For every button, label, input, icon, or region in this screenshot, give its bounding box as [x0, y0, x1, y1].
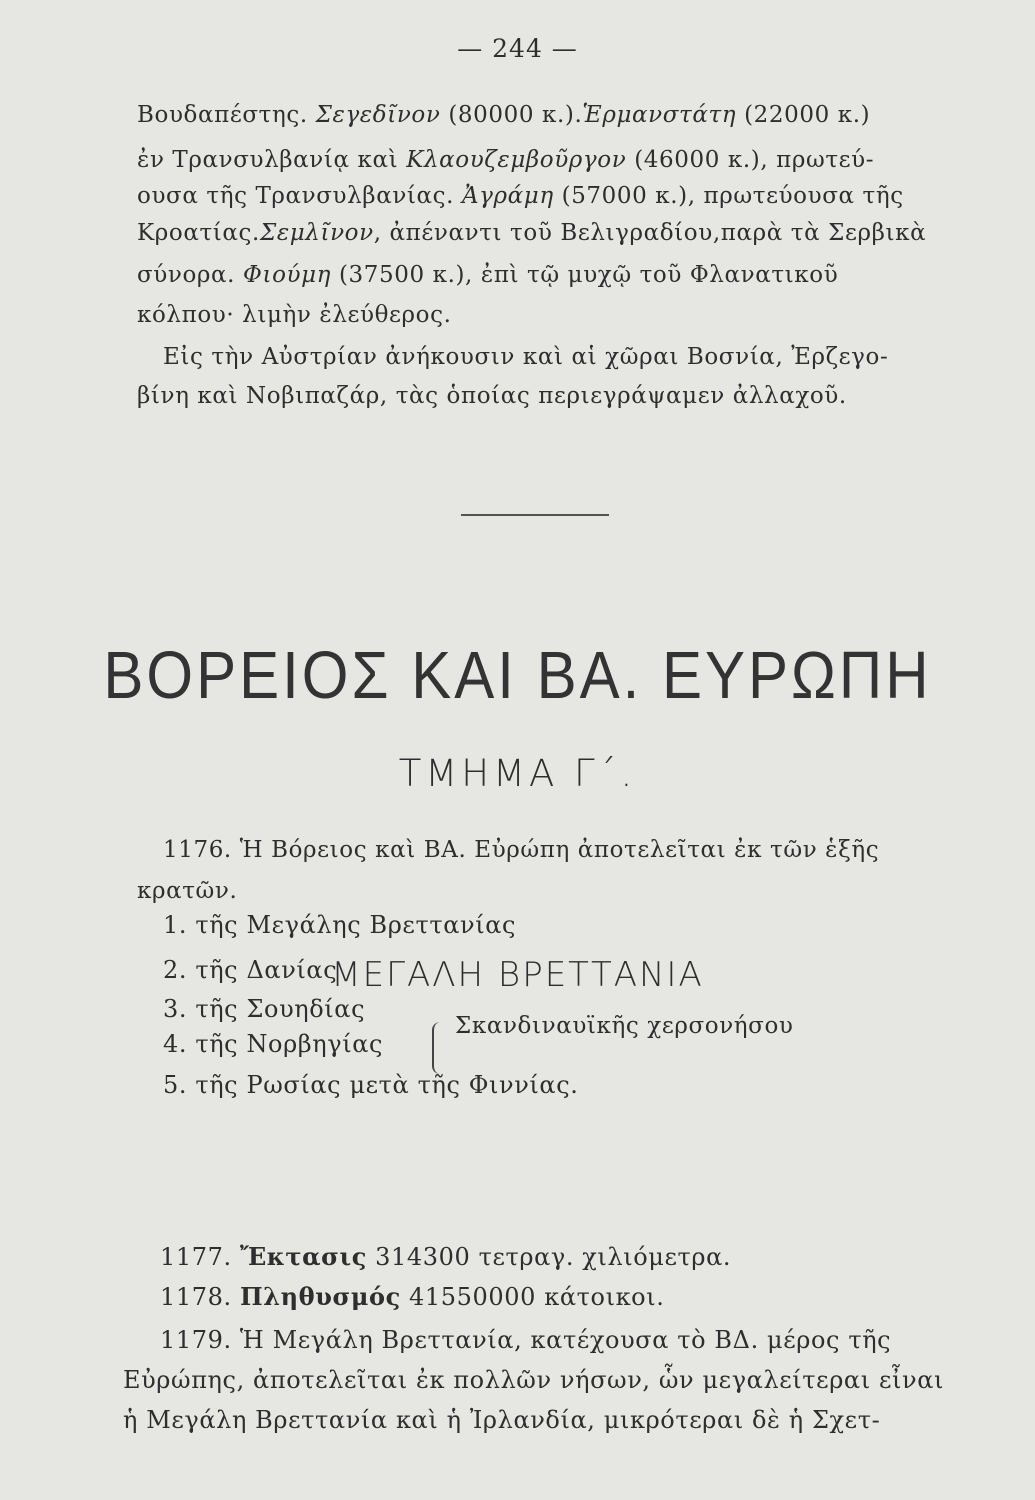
list-item: 1. τῆς Μεγάλης Βρεττανίας: [163, 911, 517, 939]
para-1176-line-2: κρατῶν.: [137, 878, 238, 904]
text: (46000 κ.), πρωτεύ-: [626, 147, 875, 173]
text: (80000 κ.).: [440, 102, 583, 128]
list-item: 3. τῆς Σουηδίας: [163, 995, 366, 1023]
text: Βουδαπέστης.: [137, 102, 316, 128]
grouping-brace: [432, 1022, 444, 1074]
chapter-title: ΒΟΡΕΙΟΣ ΚΑΙ ΒΑ. ΕΥΡΩΠΗ: [103, 637, 932, 713]
field-value: 41550000 κάτοικοι.: [400, 1283, 665, 1311]
intro-line-4: [137, 219, 926, 247]
para-1178: [160, 1283, 664, 1311]
place-name: Φιούμη: [243, 262, 332, 288]
section-heading: ΤΜΗΜΑ Γ΄.: [398, 752, 637, 795]
text: ουσα τῆς Τρανσυλβανίας.: [137, 183, 462, 209]
place-name: Ἑρμανστάτη: [582, 102, 737, 128]
para-1177: [160, 1243, 731, 1271]
place-name: Κλαουζεμβοῦργον: [406, 147, 627, 173]
intro-line-8: βίνη καὶ Νοβιπαζάρ, τὰς ὁποίας περιεγράψαμεν ἀλλαχοῦ.: [137, 383, 847, 409]
field-label: Πληθυσμός: [239, 1282, 401, 1311]
place-name: Σεγεδῖνον: [315, 102, 441, 128]
text: Κροατίας.: [137, 220, 260, 246]
intro-line-5: [137, 261, 838, 289]
place-name: Σεμλῖνον: [259, 220, 374, 246]
place-name: Ἀγράμη: [461, 183, 554, 209]
para-1179-line-3: ἡ Μεγάλη Βρεττανία καὶ ἡ Ἰρλανδία, μικρότεραι δὲ ἡ Σχετ-: [123, 1406, 881, 1434]
intro-line-7: Εἰς τὴν Αὐστρίαν ἀνήκουσιν καὶ αἱ χῶραι Βοσνία, Ἐρζεγο-: [163, 344, 889, 370]
text: ἐν Τρανσυλβανίᾳ καὶ: [137, 147, 407, 173]
region-heading: ΜΕΓΑΛΗ ΒΡΕΤΤΑΝΙΑ: [331, 955, 704, 995]
field-value: 314300 τετραγ. χιλιόμετρα.: [366, 1243, 732, 1271]
divider-rule: [461, 514, 609, 516]
intro-line-6: κόλπου· λιμὴν ἐλεύθερος.: [137, 302, 452, 328]
list-item: 2. τῆς Δανίας: [163, 956, 338, 984]
list-item: 4. τῆς Νορβηγίας: [163, 1030, 384, 1058]
text: (22000 κ.): [736, 102, 871, 128]
text: (57000 κ.), πρωτεύουσα τῆς: [553, 183, 904, 209]
field-label: Ἔκτασις: [239, 1242, 367, 1271]
brace-label: Σκανδιναυϊκῆς χερσονήσου: [455, 1013, 794, 1039]
list-item: 5. τῆς Ρωσίας μετὰ τῆς Φιννίας.: [163, 1071, 579, 1099]
page-number: — 244 —: [457, 34, 578, 63]
intro-line-2: [137, 146, 874, 174]
para-1176-line-1: 1176. Ἡ Βόρειος καὶ ΒΑ. Εὐρώπη ἀποτελεῖται ἐκ τῶν ἑξῆς: [163, 837, 880, 863]
paragraph-number: 1177.: [160, 1243, 240, 1271]
text: , ἀπέναντι τοῦ Βελιγραδίου,παρὰ τὰ Σερβικὰ: [373, 220, 927, 246]
intro-line-3: [137, 182, 904, 210]
text: (37500 κ.), ἐπὶ τῷ μυχῷ τοῦ Φλανατικοῦ: [331, 262, 839, 288]
para-1179-line-1: 1179. Ἡ Μεγάλη Βρεττανία, κατέχουσα τὸ ΒΔ. μέρος τῆς: [160, 1326, 892, 1354]
intro-line-1: [137, 101, 870, 129]
text: σύνορα.: [137, 262, 243, 288]
paragraph-number: 1178.: [160, 1283, 240, 1311]
para-1179-line-2: Εὐρώπης, ἀποτελεῖται ἐκ πολλῶν νήσων, ὧν μεγαλείτεραι εἶναι: [123, 1366, 945, 1394]
